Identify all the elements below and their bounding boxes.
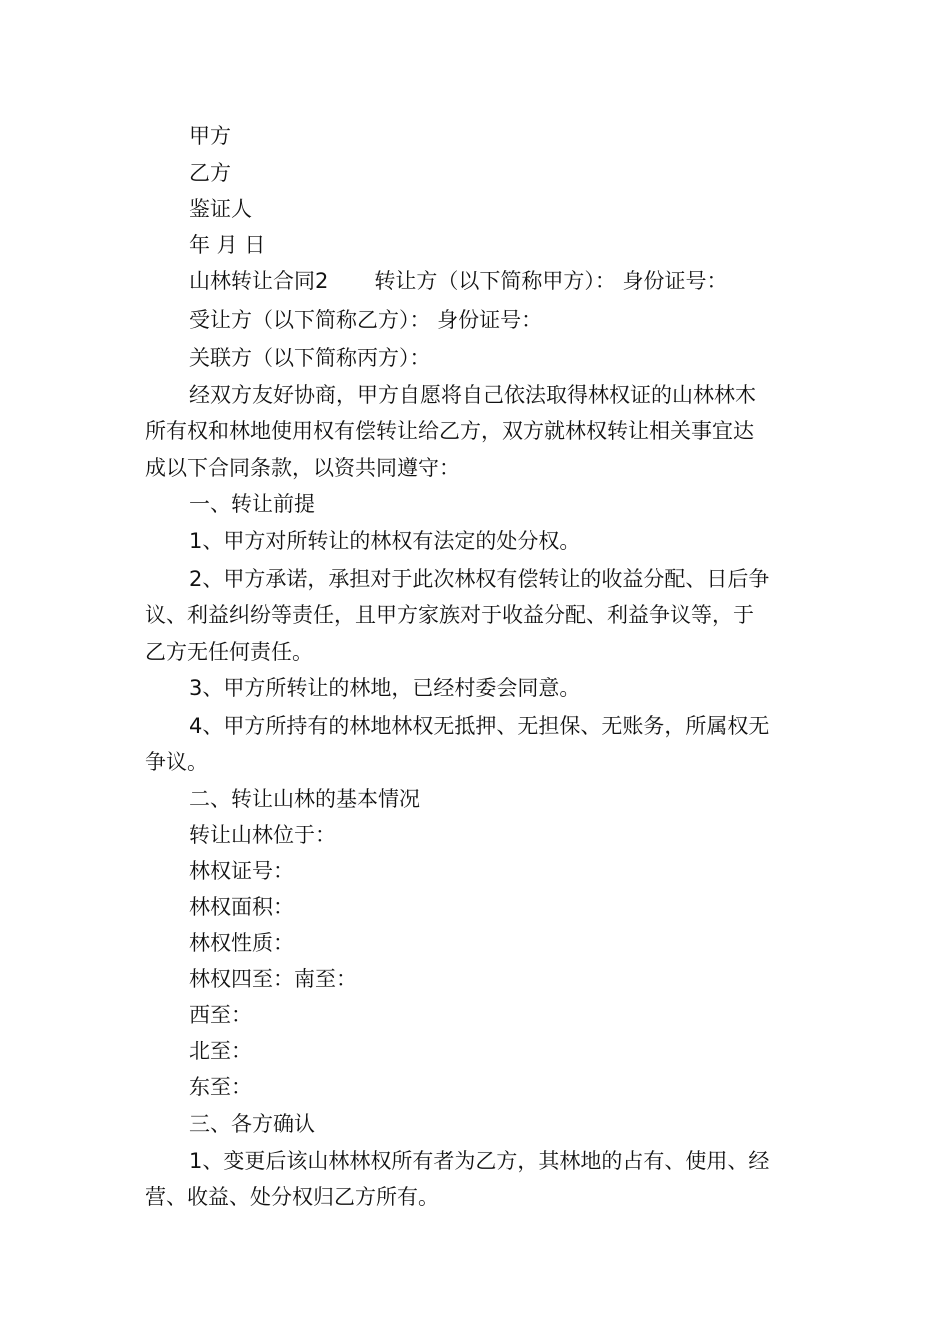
signature-party-a: 甲方 xyxy=(189,124,231,148)
field-line: 林权面积： xyxy=(189,895,294,919)
field-line: 林权性质： xyxy=(189,931,294,955)
field-line: 转让山林位于： xyxy=(189,823,336,847)
paragraph-line: 争议。 xyxy=(145,750,208,774)
paragraph-line: 成以下合同条款，以资共同遵守： xyxy=(145,456,460,480)
signature-witness: 鉴证人 xyxy=(189,197,252,221)
paragraph-line: 议、利益纠纷等责任，且甲方家族对于收益分配、利益争议等，于 xyxy=(145,603,754,627)
contract-title: 山林转让合同2 xyxy=(189,269,329,293)
paragraph-line: 3、甲方所转让的林地，已经村委会同意。 xyxy=(189,676,581,700)
paragraph-line: 经双方友好协商，甲方自愿将自己依法取得林权证的山林林木 xyxy=(189,383,756,407)
paragraph-line: 2、甲方承诺，承担对于此次林权有偿转让的收益分配、日后争 xyxy=(189,567,770,591)
section-heading: 二、转让山林的基本情况 xyxy=(189,787,420,811)
signature-date: 年 月 日 xyxy=(189,233,266,257)
transferor-line: 转让方（以下简称甲方）： 身份证号： xyxy=(374,269,728,293)
section-heading: 一、转让前提 xyxy=(189,492,315,516)
contract-heading-line xyxy=(145,263,805,299)
paragraph-line: 乙方无任何责任。 xyxy=(145,640,313,664)
field-line: 西至： xyxy=(189,1003,252,1027)
field-line: 林权四至：南至： xyxy=(189,967,357,991)
paragraph-line: 所有权和林地使用权有偿转让给乙方，双方就林权转让相关事宜达 xyxy=(145,419,754,443)
section-heading: 三、各方确认 xyxy=(189,1112,315,1136)
paragraph-line: 营、收益、处分权归乙方所有。 xyxy=(145,1185,439,1209)
paragraph-line: 1、甲方对所转让的林权有法定的处分权。 xyxy=(189,529,581,553)
related-party-line: 关联方（以下简称丙方）： xyxy=(189,346,431,370)
paragraph-line: 1、变更后该山林林权所有者为乙方，其林地的占有、使用、经 xyxy=(189,1149,770,1173)
signature-party-b: 乙方 xyxy=(189,161,231,185)
field-line: 林权证号： xyxy=(189,859,294,883)
field-line: 北至： xyxy=(189,1039,252,1063)
paragraph-line: 4、甲方所持有的林地林权无抵押、无担保、无账务，所属权无 xyxy=(189,714,770,738)
transferee-line: 受让方（以下简称乙方）： 身份证号： xyxy=(189,308,543,332)
field-line: 东至： xyxy=(189,1075,252,1099)
